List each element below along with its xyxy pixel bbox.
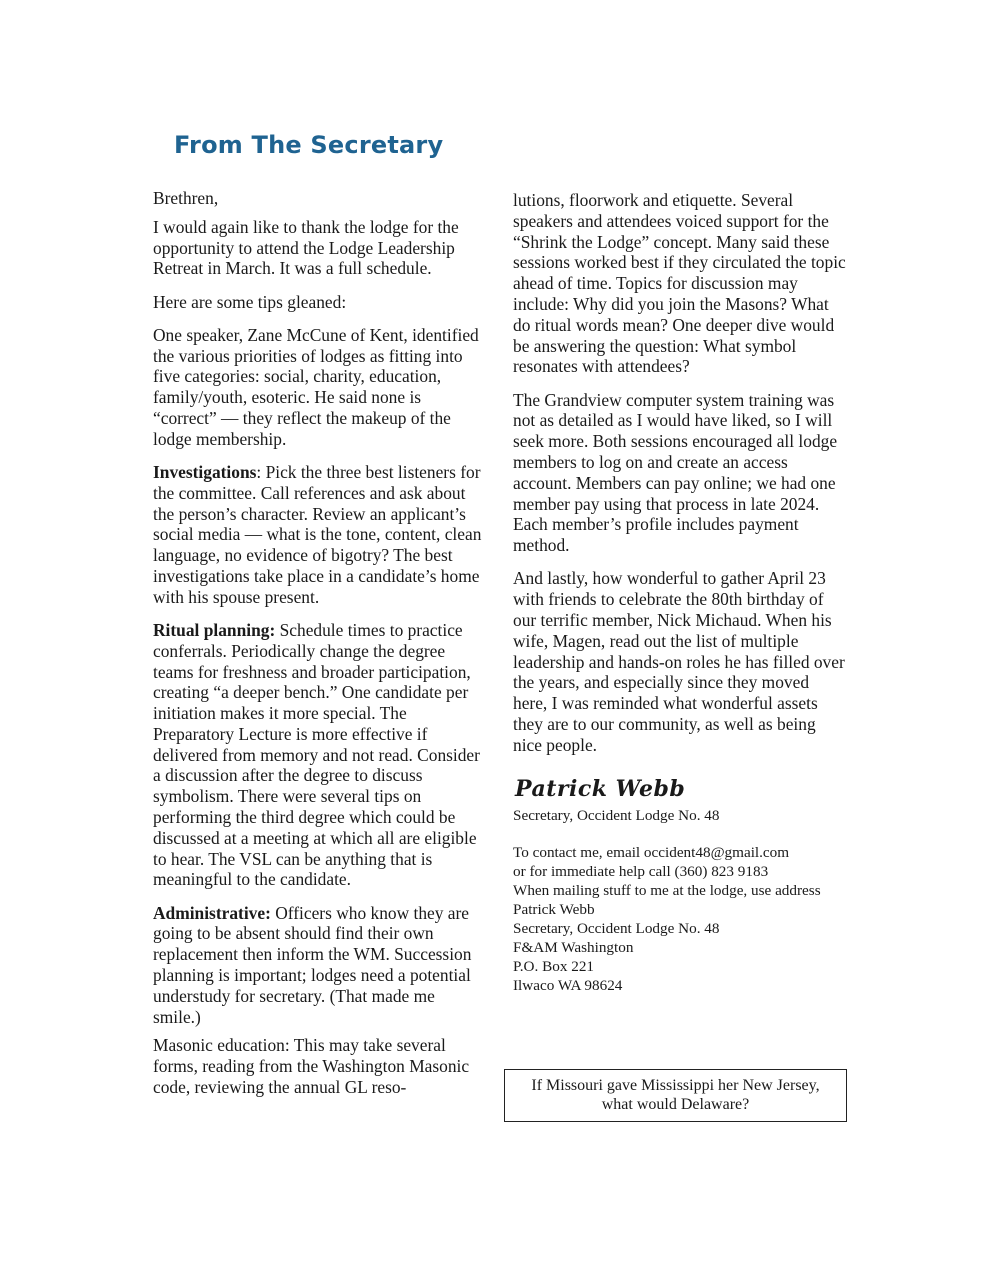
- investigations-paragraph: [153, 462, 486, 608]
- grandview-paragraph: The Grandview computer system training was not as detailed as I would have liked, so I will seek more. Both sessions encouraged all lodge members to log on and create an access account. Members can pay online; we had one member pay using that process in late 2024. Each member’s profile includes payment method.: [513, 389, 838, 556]
- address-title: Secretary, Occident Lodge No. 48: [513, 919, 720, 937]
- signature: Patrick Webb: [515, 775, 686, 802]
- signature-title-block: [513, 806, 846, 825]
- address-name: Patrick Webb: [513, 900, 595, 918]
- investigations-text: : Pick the three best listeners for the committee. Call references and ask about the person’s character. Review an applicant’s social media — what is the tone, content, clean language, no evidence of bigotry? The best investigations take place in a candidate’s home with his spouse present.: [153, 461, 482, 607]
- birthday-paragraph: And lastly, how wonderful to gather April 23 with friends to celebrate the 80th birthday of our terrific member, Nick Michaud. When his wife, Magen, read out the list of multiple leadership and hands-on roles he has filled over the years, and especially since they moved here, I was reminded what wonderful assets they are to our community, as well as being nice people.: [513, 568, 845, 755]
- address-po-box: P.O. Box 221: [513, 957, 595, 975]
- tips-intro: Here are some tips gleaned:: [153, 291, 347, 312]
- right-column: [513, 190, 846, 995]
- administrative-label: Administrative:: [153, 902, 271, 923]
- masonic-education-paragraph: Masonic education: This may take several forms, reading from the Washington Masonic code, reviewing the annual GL reso-: [153, 1035, 470, 1098]
- greeting: Brethren,: [153, 188, 219, 208]
- intro-paragraph: I would again like to thank the lodge for the opportunity to attend the Lodge Leadership Retreat in March. It was a full schedule.: [153, 216, 459, 279]
- ritual-text: Schedule times to practice conferrals. Periodically change the degree teams for freshness and broader participation, creating “a deeper bench.” One candidate per initiation makes it more special. The Preparatory Lecture is more effective if delivered from memory and not read. Consider a discussion after the degree to discuss symbolism. There were several tips on performing the third degree which could be discussed at a meeting at which all are eligible to hear. The VSL can be anything that is meaningful to the candidate.: [153, 619, 480, 890]
- joke-box: [504, 1069, 847, 1122]
- ritual-paragraph: [153, 620, 486, 890]
- joke-line-1: If Missouri gave Mississippi her New Jersey,: [531, 1077, 820, 1094]
- contact-phone: or for immediate help call (360) 823 9183: [513, 862, 769, 880]
- investigations-label: Investigations: [153, 461, 257, 482]
- left-column: [153, 188, 486, 1110]
- administrative-paragraph: [153, 903, 486, 1028]
- signature-title: Secretary, Occident Lodge No. 48: [513, 806, 720, 824]
- joke-line-2: what would Delaware?: [601, 1096, 750, 1113]
- page-title: From The Secretary: [174, 131, 444, 159]
- administrative-text: Officers who know they are going to be absent should find their own replacement then inform the WM. Succession planning is important; lodges need a potential understudy for secretary. (That made me smile.): [153, 902, 472, 1027]
- lutions-paragraph: lutions, floorwork and etiquette. Several speakers and attendees voiced support for the “Shrink the Lodge” concept. Many said these sessions worked best if they circulated the topic ahead of time. Topics for discussion may include: Why did you join the Masons? What do ritual words mean? One deeper dive would be answering the question: What symbol resonates with attendees?: [513, 190, 846, 377]
- ritual-label: Ritual planning:: [153, 619, 276, 640]
- address-org: F&AM Washington: [513, 938, 634, 956]
- contact-mailing-note: When mailing stuff to me at the lodge, use address: [513, 881, 821, 899]
- contact-email: To contact me, email occident48@gmail.com: [513, 843, 790, 861]
- speaker-paragraph: One speaker, Zane McCune of Kent, identified the various priorities of lodges as fitting into five categories: social, charity, education, family/youth, esoteric. He said none is “correct” — they reflect the makeup of the lodge membership.: [153, 324, 479, 449]
- contact-block: [513, 843, 846, 995]
- address-city: Ilwaco WA 98624: [513, 976, 623, 994]
